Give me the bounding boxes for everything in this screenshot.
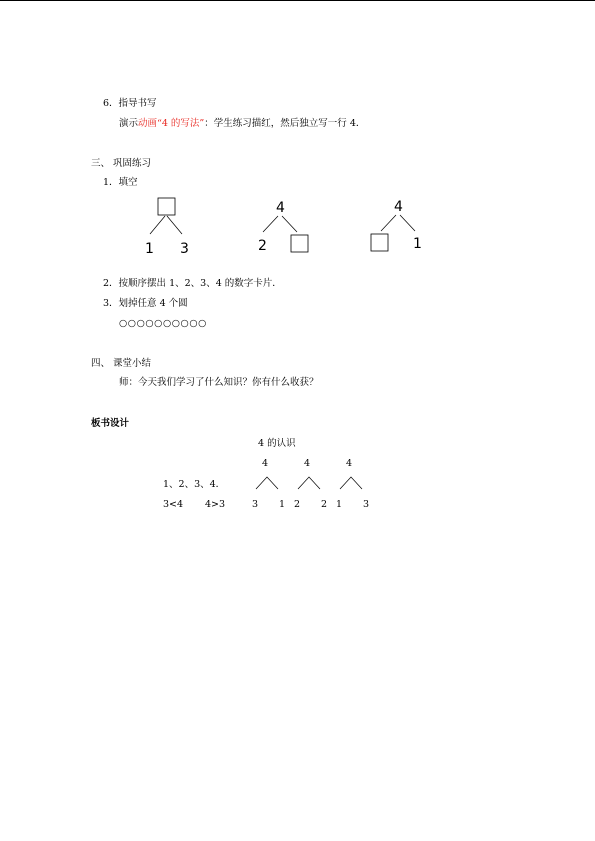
board-split2-top: 4 xyxy=(304,458,311,469)
board-split1-branches xyxy=(256,477,278,489)
cross-out-item: 3．划掉任意 4 个圆 xyxy=(103,298,188,309)
instruction-prefix: 演示 xyxy=(119,118,139,129)
instruction-suffix: ：学生练习描红，然后独立写一行 4． xyxy=(204,118,366,129)
board-compare-1: 3<4 xyxy=(163,499,184,510)
animation-link-text: 动画“4 的写法” xyxy=(138,118,205,129)
board-split2-branches xyxy=(298,477,320,489)
diagram1-right-number: 3 xyxy=(180,241,189,257)
diagram1-left-number: 1 xyxy=(145,241,154,257)
section3-heading: 三、 巩固练习 xyxy=(91,158,152,169)
board-compare-2: 4>3 xyxy=(205,499,226,510)
board-split3-branches xyxy=(340,477,362,489)
diagram2-left-number: 2 xyxy=(258,238,267,254)
board-sequence: 1、2、3、4． xyxy=(163,479,226,490)
summary-question: 师：今天我们学习了什么知识？你有什么收获？ xyxy=(119,377,319,388)
board-split2-right: 2 xyxy=(321,499,328,510)
board-title: 4 的认识 xyxy=(258,438,296,449)
board-split2-left: 2 xyxy=(294,499,301,510)
board-design-heading: 板书设计 xyxy=(91,418,130,429)
diagram3-right-number: 1 xyxy=(413,236,422,252)
diagram2-top-number: 4 xyxy=(276,200,285,216)
section4-heading: 四、 课堂小结 xyxy=(91,358,152,369)
board-split3-left: 1 xyxy=(336,499,343,510)
section6-heading: 6．指导书写 xyxy=(103,98,157,109)
diagram3-top-number: 4 xyxy=(394,199,403,215)
board-split1-left: 3 xyxy=(252,499,259,510)
circle-row: ○○○○○○○○○○ xyxy=(119,318,207,329)
board-split1-right: 1 xyxy=(279,499,286,510)
board-split1-top: 4 xyxy=(262,458,269,469)
board-split3-right: 3 xyxy=(363,499,370,510)
board-split3-top: 4 xyxy=(346,458,353,469)
card-ordering-item: 2．按顺序摆出 1、2、3、4 的数字卡片． xyxy=(103,278,282,289)
fill-blank-label: 1．填空 xyxy=(103,177,138,188)
